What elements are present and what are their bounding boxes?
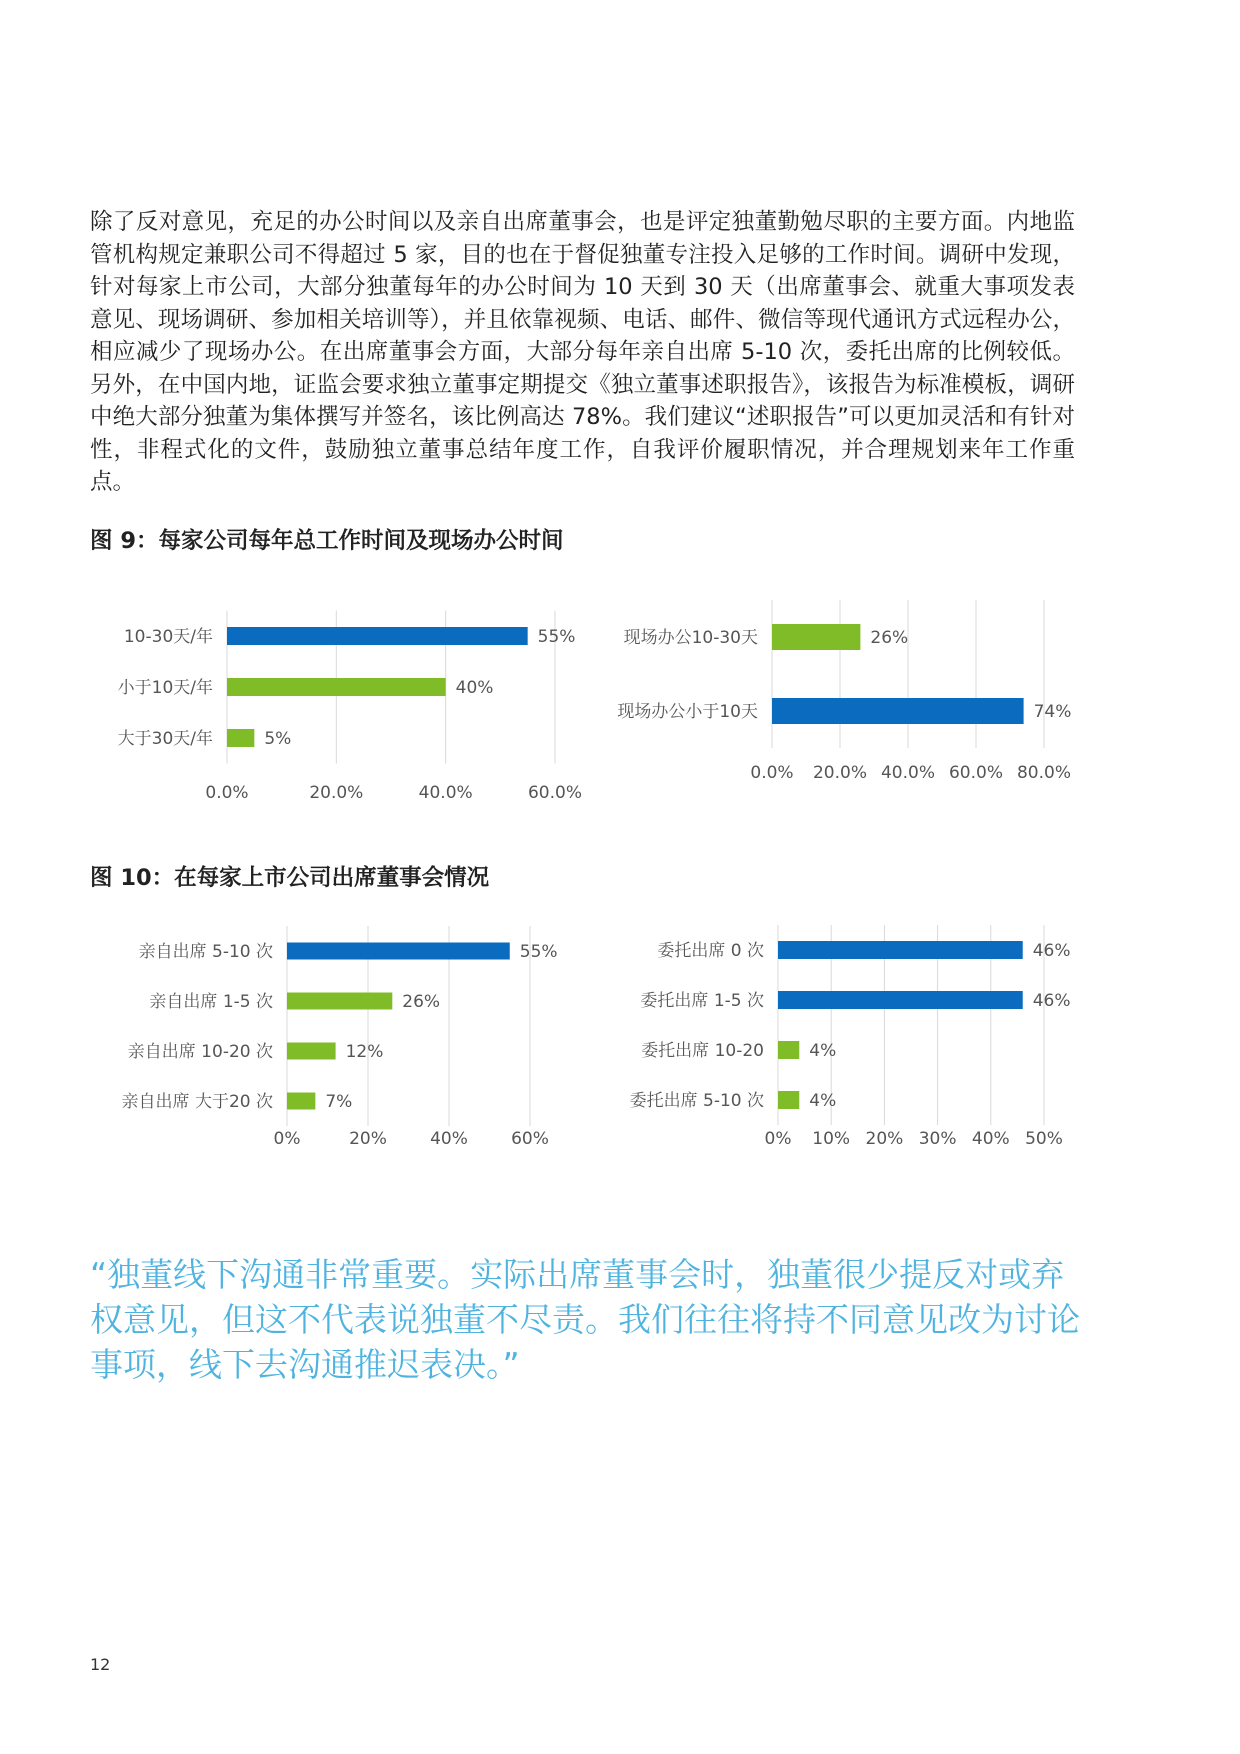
bar [227,729,254,747]
category-label: 委托出席 1-5 次 [640,991,764,1011]
data-label: 55% [519,942,558,962]
data-label: 12% [345,1042,384,1062]
x-tick-label: 20.0% [309,783,364,803]
data-label: 26% [402,992,441,1012]
category-label: 委托出席 0 次 [657,941,764,961]
category-label: 亲自出席 大于20 次 [121,1092,273,1112]
chart-fig10-attend-in-person [90,915,570,1170]
category-label: 小于10天/年 [117,678,213,698]
bar [778,1091,799,1109]
x-tick-label: 40% [971,1129,1010,1149]
bar [772,698,1024,724]
bar [778,991,1023,1009]
category-label: 亲自出席 10-20 次 [127,1042,273,1062]
bar [778,1041,799,1059]
bar [227,678,446,696]
body-paragraph: 除了反对意见，充足的办公时间以及亲自出席董事会，也是评定独董勤勉尽职的主要方面。内地监管机构规定兼职公司不得超过 5 家，目的也在于督促独董专注投入足够的工作时间。调研中发现，针对每家上市公司，大部分独董每年的办公时间为 10 天到 30 天（出席董事会、就重大事项发表意见、现场调研、参加相关培训等），并且依靠视频、电话、邮件、微信等现代通讯方式远程办公，相应减少了现场办公。在出席董事会方面，大部分每年亲自出席 5-10 次，委托出席的比例较低。另外，在中国内地，证监会要求独立董事定期提交《独立董事述职报告》，该报告为标准模板，调研中绝大部分独董为集体撰写并签名，该比例高达 78%。我们建议“述职报告”可以更加灵活和有针对性，非程式化的文件，鼓励独立董事总结年度工作，自我评价履职情况，并合理规划来年工作重点。 [90,209,1075,495]
x-tick-label: 0.0% [750,763,794,783]
bar [287,943,510,960]
category-label: 委托出席 5-10 次 [629,1091,764,1111]
x-tick-label: 0% [764,1129,792,1149]
x-tick-label: 0.0% [205,783,249,803]
x-tick-label: 40.0% [880,763,936,783]
data-label: 5% [264,729,292,749]
category-label: 亲自出席 5-10 次 [138,942,273,962]
page-number: 12 [90,1655,111,1674]
chart-fig9-onsite-time [595,600,1115,800]
x-tick-label: 0% [273,1129,301,1149]
data-label: 74% [1033,702,1072,722]
chart-fig10-attend-by-proxy [595,915,1115,1170]
data-label: 4% [809,1041,837,1061]
x-tick-label: 20% [865,1129,904,1149]
data-label: 4% [809,1091,837,1111]
data-label: 46% [1032,941,1071,961]
x-tick-label: 50% [1025,1129,1063,1149]
pull-quote: “独董线下沟通非常重要。实际出席董事会时，独董很少提反对或弃权意见，但这不代表说独董不尽责。我们往往将持不同意见改为讨论事项，线下去沟通推迟表决。” [90,1255,1080,1384]
category-label: 亲自出席 1-5 次 [149,992,273,1012]
bar [287,1093,315,1110]
x-tick-label: 60.0% [948,763,1004,783]
data-label: 40% [455,678,494,698]
data-label: 55% [537,627,576,647]
category-label: 10-30天/年 [123,627,213,647]
x-tick-label: 20% [349,1129,387,1149]
data-label: 7% [325,1092,353,1112]
x-tick-label: 60.0% [527,783,583,803]
data-label: 46% [1032,991,1071,1011]
x-tick-label: 80.0% [1016,763,1072,783]
category-label: 委托出席 10-20 [641,1041,764,1061]
category-label: 现场办公10-30天 [623,628,758,648]
category-label: 大于30天/年 [117,729,213,749]
bar [772,624,860,650]
data-label: 26% [870,628,909,648]
x-tick-label: 40.0% [418,783,473,803]
figure-10-title: 图 10：在每家上市公司出席董事会情况 [90,865,490,891]
bar [287,1043,336,1060]
x-tick-label: 40% [430,1129,468,1149]
chart-fig9-work-time [90,600,583,825]
bar [778,941,1023,959]
x-tick-label: 10% [812,1129,851,1149]
x-tick-label: 20.0% [812,763,868,783]
x-tick-label: 30% [918,1129,957,1149]
x-tick-label: 60% [511,1129,549,1149]
bar [287,993,392,1010]
bar [227,627,528,645]
figure-9-title: 图 9：每家公司每年总工作时间及现场办公时间 [90,528,564,554]
category-label: 现场办公小于10天 [617,702,758,722]
